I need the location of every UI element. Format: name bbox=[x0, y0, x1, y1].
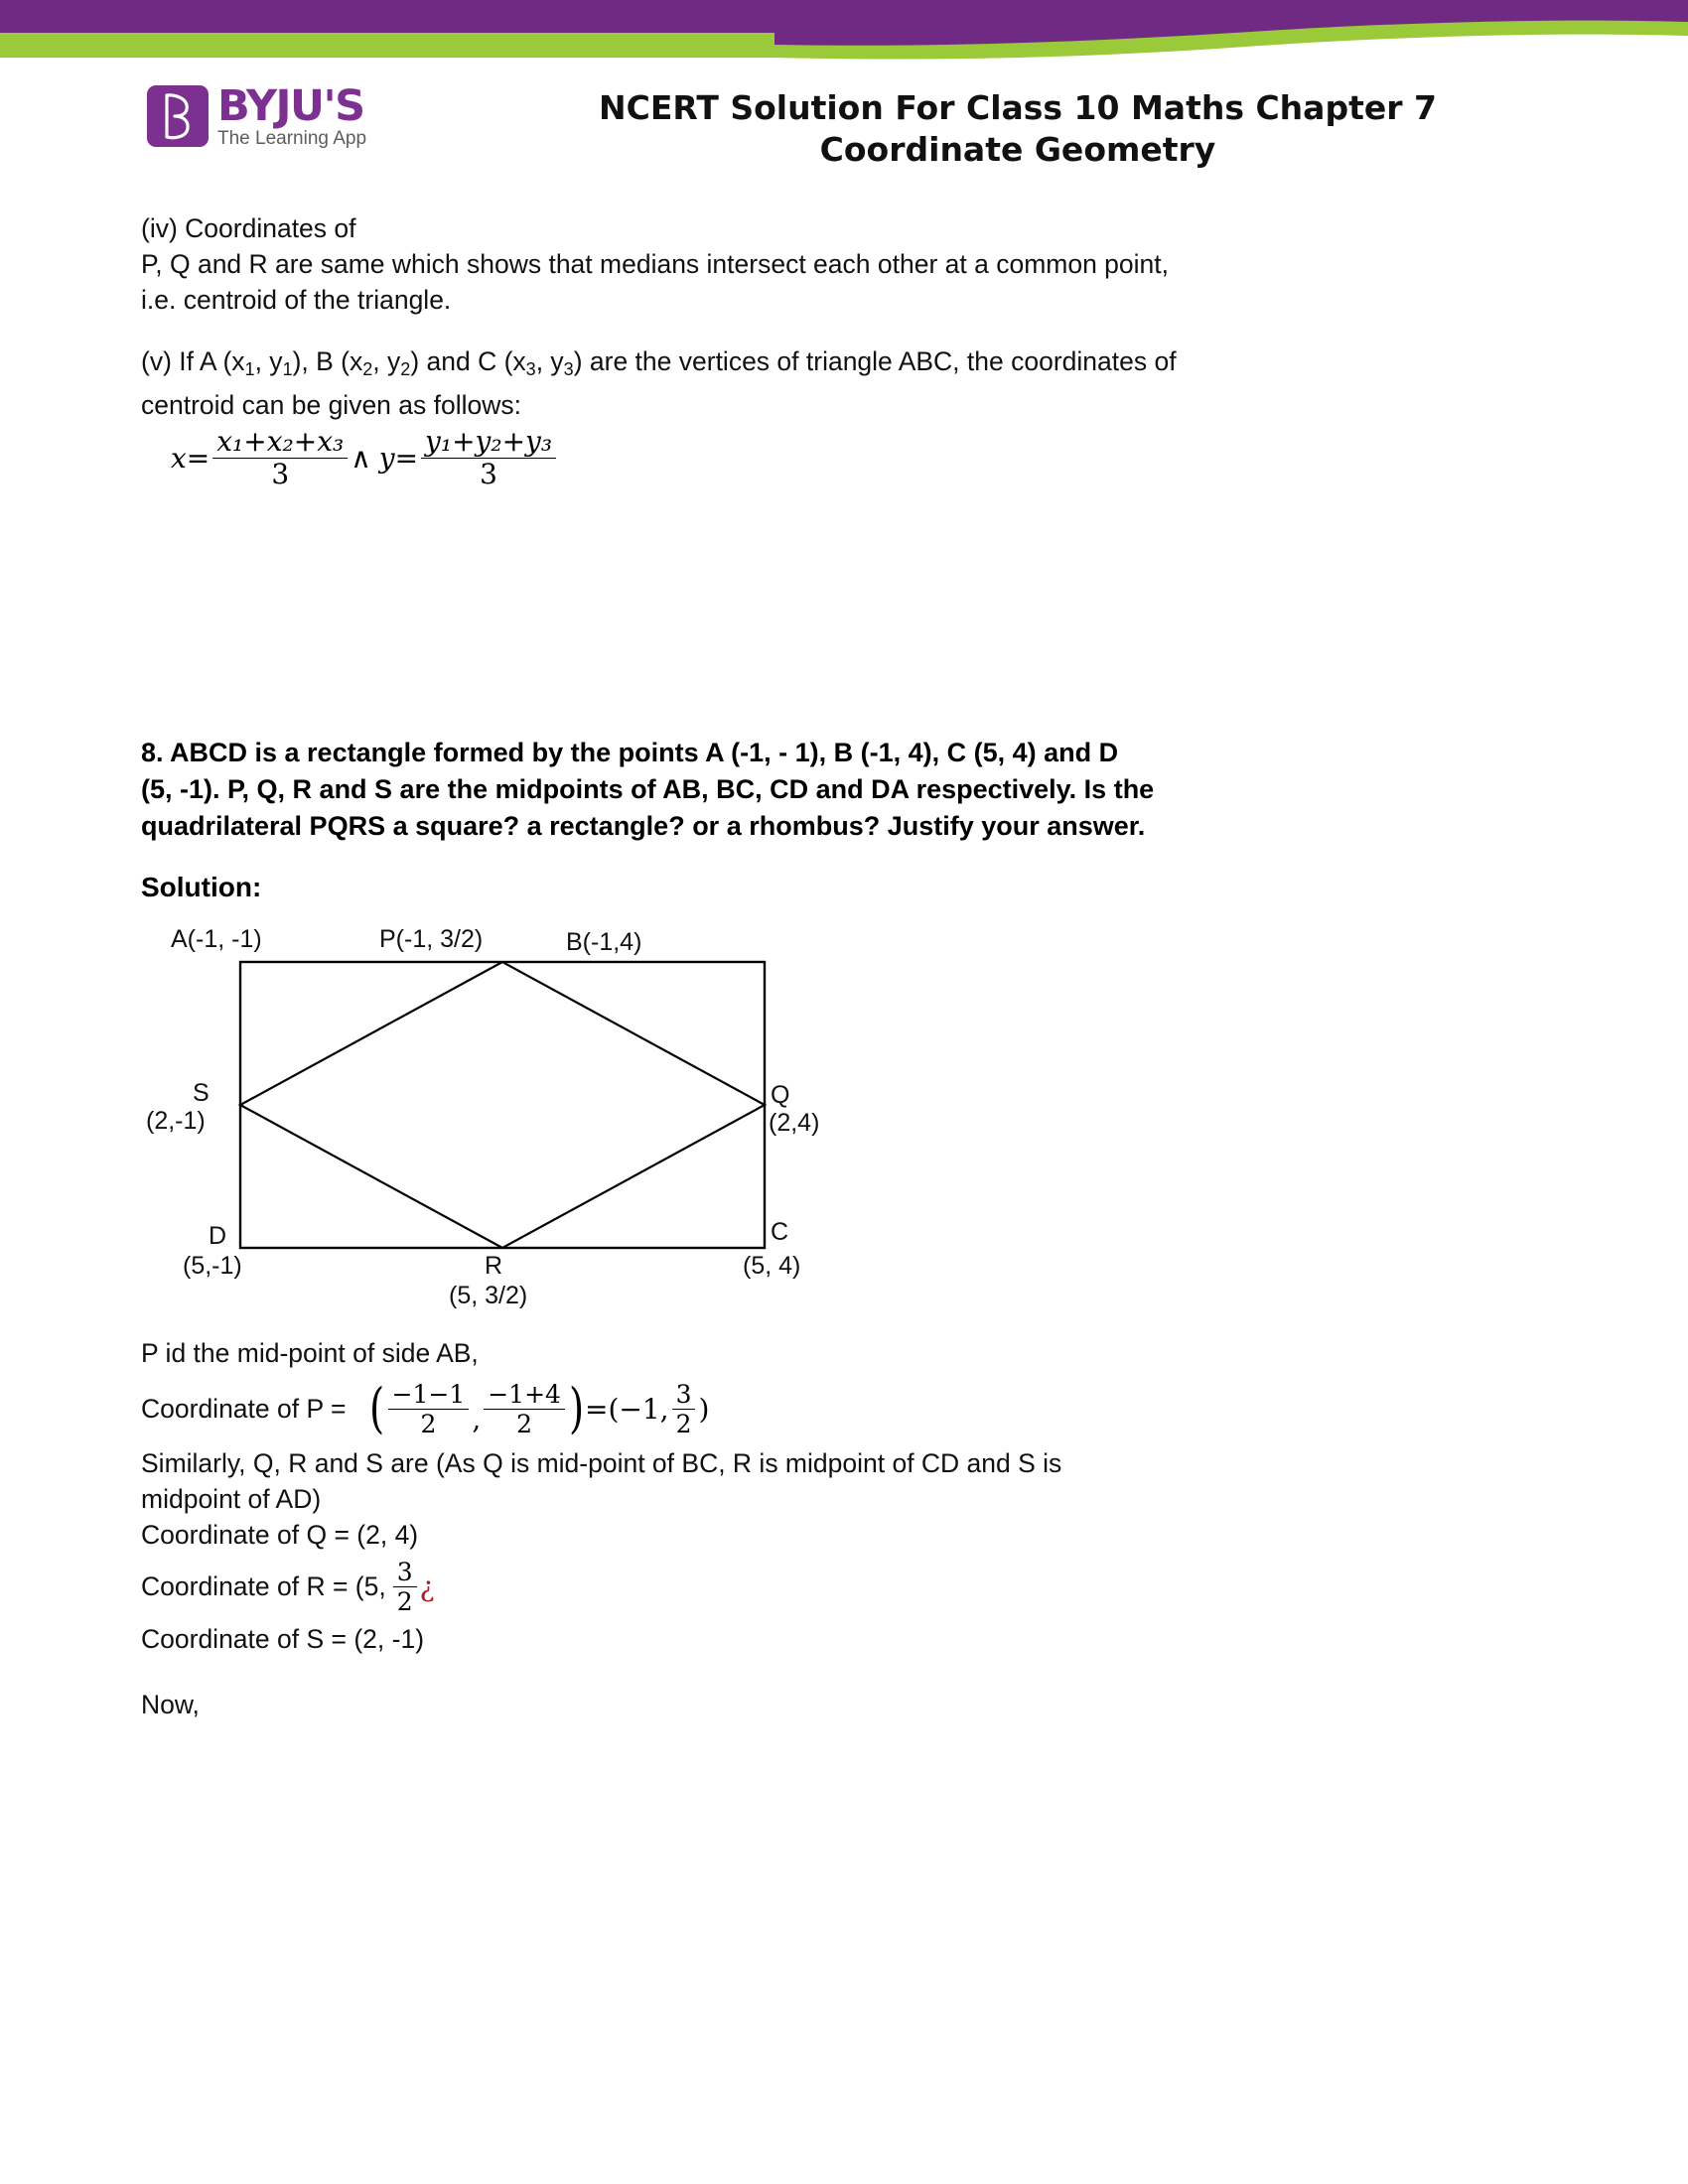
figure-label-c-name: C bbox=[771, 1217, 789, 1246]
p-formula-num-y: −1+4 bbox=[488, 1379, 561, 1409]
page-title-line-2: Coordinate Geometry bbox=[819, 130, 1216, 169]
centroid-y-denominator: 3 bbox=[421, 458, 556, 489]
question-8-line-2: (5, -1). P, Q, R and S are the midpoints of AB, BC, CD and DA respectively. Is the bbox=[141, 773, 1155, 804]
coordinate-of-r-row bbox=[141, 1559, 1551, 1615]
centroid-eq-2: = bbox=[394, 442, 419, 476]
figure-label-r-name: R bbox=[485, 1251, 503, 1280]
p-formula-den-y: 2 bbox=[484, 1409, 565, 1437]
item-v-text-d: , y bbox=[372, 346, 401, 376]
centroid-x-var: x bbox=[171, 442, 187, 476]
rhombus-pqrs bbox=[240, 962, 765, 1248]
item-v-text-c: ), B (x bbox=[292, 346, 363, 376]
centroid-eq-1: = bbox=[186, 442, 211, 476]
p-formula-fraction-y bbox=[484, 1381, 565, 1437]
centroid-y-numerator: y₁+y₂+y₃ bbox=[425, 425, 553, 459]
rectangle-pqrs-figure bbox=[146, 920, 1104, 1309]
page-title-line-1: NCERT Solution For Class 10 Maths Chapter 7 bbox=[599, 88, 1437, 127]
p-formula-left-paren: ( bbox=[368, 1377, 384, 1440]
coordinate-of-s-line: Coordinate of S = (2, -1) bbox=[141, 1623, 425, 1654]
item-v-sub-2: 1 bbox=[282, 359, 293, 380]
figure-label-b: B(-1,4) bbox=[566, 927, 642, 956]
document-body bbox=[141, 210, 1551, 1722]
coordinate-of-r-formula bbox=[390, 1559, 435, 1615]
byjus-tagline: The Learning App bbox=[217, 128, 367, 149]
item-iv-line-1: (iv) Coordinates of bbox=[141, 213, 356, 243]
centroid-y-var: y bbox=[378, 442, 395, 476]
blank-gap bbox=[141, 490, 1551, 735]
p-formula-result-fraction bbox=[672, 1381, 696, 1437]
byjus-logo-mark-icon bbox=[147, 85, 209, 147]
now-line: Now, bbox=[141, 1689, 200, 1719]
byjus-wordmark: BYJU'S bbox=[217, 81, 364, 131]
r-formula-den: 2 bbox=[393, 1586, 417, 1615]
item-v-text-b: , y bbox=[254, 346, 283, 376]
question-8-line-3: quadrilateral PQRS a square? a rectangle? or a rhombus? Justify your answer. bbox=[141, 810, 1146, 841]
item-v-sub-1: 1 bbox=[244, 359, 255, 380]
p-formula-den-x: 2 bbox=[388, 1409, 470, 1437]
figure-label-s-coord: (2,-1) bbox=[146, 1106, 206, 1135]
p-midpoint-line: P id the mid-point of side AB, bbox=[141, 1337, 479, 1368]
similarly-line-1: Similarly, Q, R and S are (As Q is mid-point of BC, R is midpoint of CD and S is bbox=[141, 1447, 1062, 1478]
coordinate-of-p-row bbox=[141, 1377, 1551, 1440]
centroid-y-fraction bbox=[421, 427, 556, 489]
centroid-wedge-icon: ∧ bbox=[351, 442, 371, 476]
byjus-logo bbox=[147, 81, 367, 150]
figure-label-d-name: D bbox=[209, 1221, 227, 1250]
top-banner bbox=[0, 0, 1688, 69]
p-formula-num-x: −1−1 bbox=[391, 1379, 466, 1409]
coordinate-of-q-line: Coordinate of Q = (2, 4) bbox=[141, 1519, 419, 1550]
centroid-formula bbox=[141, 427, 1551, 489]
p-formula-result-num: 3 bbox=[675, 1379, 692, 1409]
item-v-line-1 bbox=[141, 343, 1551, 387]
r-formula-error-glyph: ¿ bbox=[419, 1570, 435, 1603]
item-v-text-a: (v) If A (x bbox=[141, 346, 245, 376]
coordinate-of-r-label: Coordinate of R = (5, bbox=[141, 1571, 386, 1601]
figure-label-d-coord: (5,-1) bbox=[183, 1251, 242, 1280]
figure-label-a: A(-1, -1) bbox=[171, 924, 262, 953]
rectangle-abcd bbox=[240, 962, 765, 1248]
figure-label-c-coord: (5, 4) bbox=[743, 1251, 801, 1280]
item-iv-line-2: P, Q and R are same which shows that medians intersect each other at a common point, bbox=[141, 249, 1170, 279]
coordinate-of-p-formula bbox=[368, 1377, 710, 1440]
question-8-line-1: 8. ABCD is a rectangle formed by the points A (-1, - 1), B (-1, 4), C (5, 4) and D bbox=[141, 737, 1119, 767]
p-formula-result-den: 2 bbox=[672, 1409, 696, 1437]
figure-label-r-coord: (5, 3/2) bbox=[449, 1281, 528, 1309]
item-iv-line-3: i.e. centroid of the triangle. bbox=[141, 285, 452, 315]
page-header bbox=[0, 71, 1688, 191]
item-v-line-2: centroid can be given as follows: bbox=[141, 390, 521, 421]
figure-label-p: P(-1, 3/2) bbox=[379, 924, 484, 953]
solution-heading: Solution: bbox=[141, 871, 262, 902]
item-v-text-f: , y bbox=[535, 346, 564, 376]
r-formula-fraction bbox=[393, 1559, 417, 1615]
item-v-text-g: ) are the vertices of triangle ABC, the coordinates of bbox=[573, 346, 1177, 376]
centroid-x-numerator: x₁+x₂+x₃ bbox=[216, 425, 345, 459]
item-v-sub-3: 2 bbox=[362, 359, 373, 380]
centroid-x-denominator: 3 bbox=[212, 458, 348, 489]
similarly-line-2: midpoint of AD) bbox=[141, 1483, 322, 1514]
p-formula-fraction-x bbox=[388, 1381, 470, 1437]
p-formula-comma: , bbox=[472, 1402, 482, 1435]
p-formula-equals: =(−1, bbox=[585, 1392, 669, 1426]
item-v-sub-6: 3 bbox=[563, 359, 574, 380]
figure-label-q-name: Q bbox=[771, 1080, 790, 1109]
item-v-text-e: ) and C (x bbox=[410, 346, 526, 376]
p-formula-close-paren: ) bbox=[698, 1392, 710, 1426]
item-v-sub-5: 3 bbox=[525, 359, 536, 380]
figure-svg bbox=[151, 920, 1104, 1258]
page-title bbox=[427, 87, 1609, 171]
figure-label-q-coord: (2,4) bbox=[769, 1108, 820, 1137]
centroid-x-fraction bbox=[212, 427, 348, 489]
p-formula-right-paren: ) bbox=[568, 1377, 585, 1440]
item-v-sub-4: 2 bbox=[400, 359, 411, 380]
r-formula-num: 3 bbox=[396, 1557, 413, 1586]
coordinate-of-p-label: Coordinate of P = bbox=[141, 1394, 347, 1424]
figure-label-s-name: S bbox=[193, 1078, 210, 1107]
